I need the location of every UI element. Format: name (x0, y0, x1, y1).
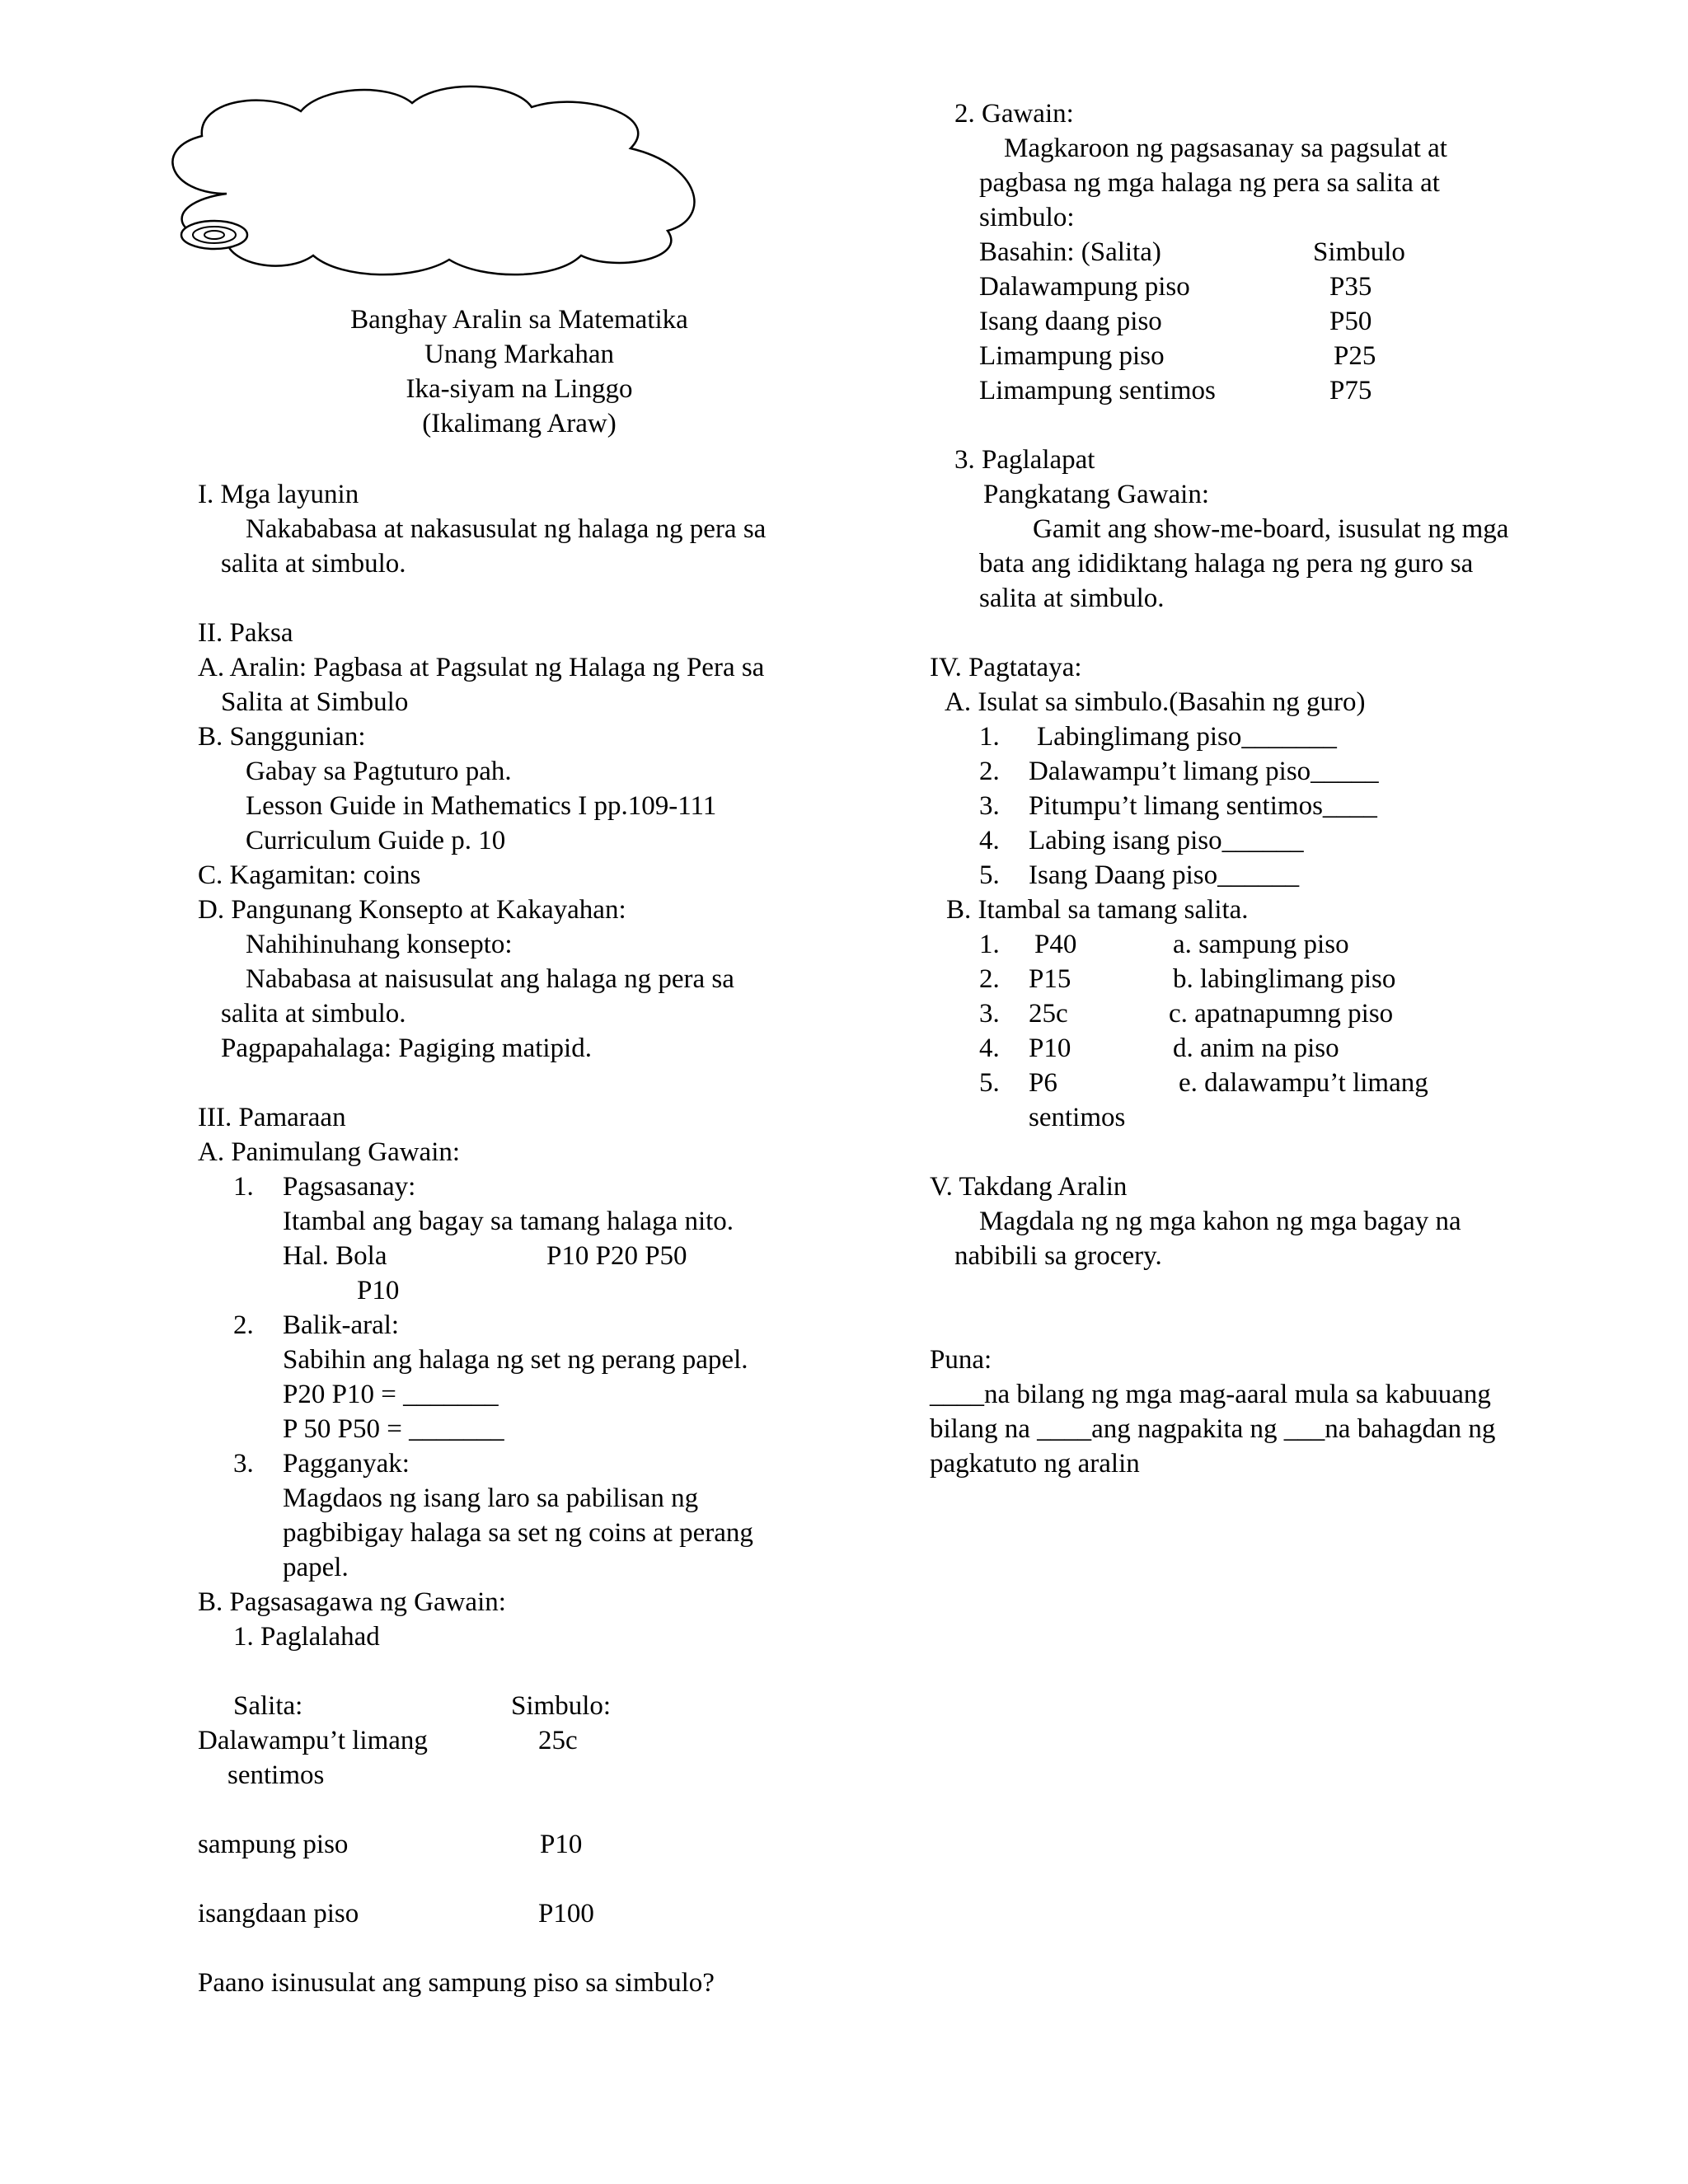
table-symbol: 25c (538, 1726, 578, 1755)
reference-item: Lesson Guide in Mathematics I pp.109-111 (246, 791, 717, 821)
evaluation-item: Pitumpu’t limang sentimos____ (1029, 791, 1377, 821)
matching-symbol: P6 (1029, 1068, 1057, 1098)
item-number: 2. (979, 757, 1000, 786)
evaluation-part-b: B. Itambal sa tamang salita. (946, 895, 1249, 925)
objectives-text: salita at simbulo. (221, 549, 406, 579)
remarks-text: pagkatuto ng aralin (930, 1449, 1140, 1479)
values-text: Pagpapahalaga: Pagiging matipid. (221, 1033, 592, 1063)
matching-word: e. dalawampu’t limang (1179, 1068, 1428, 1098)
motivation-text: Magdaos ng isang laro sa pabilisan ng (283, 1483, 699, 1513)
table-word: isangdaan piso (198, 1899, 359, 1929)
topic-references-label: B. Sanggunian: (198, 722, 366, 752)
section-evaluation-heading: IV. Pagtataya: (930, 653, 1082, 682)
motivation-text: pagbibigay halaga sa set ng coins at perang (283, 1518, 753, 1548)
topic-lesson: A. Aralin: Pagbasa at Pagsulat ng Halaga ng Pera sa (198, 653, 765, 682)
matching-symbol: P40 (1034, 930, 1077, 959)
presentation-label: 1. Paglalahad (233, 1622, 380, 1652)
matching-symbol: 25c (1029, 999, 1068, 1029)
motivation-label: Pagganyak: (283, 1449, 410, 1479)
activity-text: pagbasa ng mga halaga ng pera sa salita at (979, 168, 1440, 198)
drill-example-price: P10 (357, 1276, 400, 1305)
review-label: Balik-aral: (283, 1310, 400, 1340)
section-topic-heading: II. Paksa (198, 618, 293, 648)
activity-symbol: P35 (1329, 272, 1372, 302)
table-symbol: P100 (538, 1899, 594, 1929)
activity-word: Limampung sentimos (979, 376, 1216, 405)
matching-word: c. apatnapumng piso (1169, 999, 1394, 1029)
lesson-plan-title: Banghay Aralin sa Matematika (350, 305, 688, 335)
item-number: 4. (979, 826, 1000, 855)
section-procedure-heading: III. Pamaraan (198, 1103, 346, 1132)
assignment-text: nabibili sa grocery. (954, 1241, 1162, 1271)
activity-table-header-words: Basahin: (Salita) (979, 237, 1161, 267)
application-text: salita at simbulo. (979, 583, 1165, 613)
review-blank: P20 P10 = _______ (283, 1380, 499, 1409)
matching-word: b. labinglimang piso (1173, 964, 1396, 994)
evaluation-item: Labing isang piso______ (1029, 826, 1304, 855)
matching-symbol: P15 (1029, 964, 1071, 994)
activity-heading: 2. Gawain: (954, 99, 1074, 129)
topic-lesson: Salita at Simbulo (221, 687, 409, 717)
cloud-scroll-decoration (152, 78, 729, 284)
activity-symbol: P25 (1334, 341, 1376, 371)
item-number: 2. (233, 1310, 254, 1340)
activity-word: Isang daang piso (979, 307, 1162, 336)
week-label: Ika-siyam na Linggo (406, 374, 633, 404)
remarks-text: bilang na ____ang nagpakita ng ___na bahagdan ng (930, 1414, 1496, 1444)
evaluation-part-a: A. Isulat sa simbulo.(Basahin ng guro) (945, 687, 1366, 717)
presentation-question: Paano isinusulat ang sampung piso sa simbulo? (198, 1968, 715, 1998)
activity-word: Dalawampung piso (979, 272, 1190, 302)
remarks-heading: Puna: (930, 1345, 992, 1375)
item-number: 3. (979, 791, 1000, 821)
item-number: 3. (979, 999, 1000, 1029)
section-objectives-heading: I. Mga layunin (198, 480, 359, 509)
matching-word-continued: sentimos (1029, 1103, 1126, 1132)
item-number: 1. (233, 1172, 254, 1202)
item-number: 2. (979, 964, 1000, 994)
item-number: 3. (233, 1449, 254, 1479)
drill-text: Itambal ang bagay sa tamang halaga nito. (283, 1207, 734, 1236)
objectives-text: Nakababasa at nakasusulat ng halaga ng pera sa (246, 514, 767, 544)
procedure-activity-label: B. Pagsasagawa ng Gawain: (198, 1587, 506, 1617)
drill-example-prices: P10 P20 P50 (546, 1241, 687, 1271)
application-text: bata ang ididiktang halaga ng pera ng guro sa (979, 549, 1474, 579)
topic-materials: C. Kagamitan: coins (198, 860, 421, 890)
item-number: 1. (979, 722, 1000, 752)
activity-word: Limampung piso (979, 341, 1165, 371)
concept-text: Nahihinuhang konsepto: (246, 930, 513, 959)
table-symbol: P10 (540, 1830, 583, 1859)
remarks-text: ____na bilang ng mga mag-aaral mula sa kabuuang (930, 1380, 1491, 1409)
matching-word: a. sampung piso (1173, 930, 1349, 959)
matching-word: d. anim na piso (1173, 1033, 1339, 1063)
quarter-label: Unang Markahan (424, 340, 614, 369)
table-header-symbols: Simbulo: (511, 1691, 612, 1721)
concept-text: salita at simbulo. (221, 999, 406, 1029)
topic-concepts-label: D. Pangunang Konsepto at Kakayahan: (198, 895, 626, 925)
application-text: Gamit ang show-me-board, isusulat ng mga (1033, 514, 1509, 544)
item-number: 5. (979, 1068, 1000, 1098)
procedure-preliminary-label: A. Panimulang Gawain: (198, 1137, 461, 1167)
evaluation-item: Dalawampu’t limang piso_____ (1029, 757, 1379, 786)
table-word: sentimos (227, 1760, 325, 1790)
motivation-text: papel. (283, 1553, 349, 1582)
reference-item: Curriculum Guide p. 10 (246, 826, 506, 855)
concept-text: Nababasa at naisusulat ang halaga ng pera sa (246, 964, 734, 994)
application-heading: 3. Paglalapat (954, 445, 1095, 475)
table-word: Dalawampu’t limang (198, 1726, 428, 1755)
matching-symbol: P10 (1029, 1033, 1071, 1063)
activity-table-header-symbols: Simbulo (1313, 237, 1405, 267)
drill-example: Hal. Bola (283, 1241, 387, 1271)
activity-symbol: P75 (1329, 376, 1372, 405)
section-assignment-heading: V. Takdang Aralin (930, 1172, 1128, 1202)
drill-label: Pagsasanay: (283, 1172, 416, 1202)
review-blank: P 50 P50 = _______ (283, 1414, 504, 1444)
reference-item: Gabay sa Pagtuturo pah. (246, 757, 512, 786)
activity-text: Magkaroon ng pagsasanay sa pagsulat at (1004, 134, 1447, 163)
activity-symbol: P50 (1329, 307, 1372, 336)
item-number: 4. (979, 1033, 1000, 1063)
evaluation-item: Labinglimang piso_______ (1037, 722, 1337, 752)
activity-text: simbulo: (979, 203, 1075, 232)
table-header-words: Salita: (233, 1691, 303, 1721)
assignment-text: Magdala ng ng mga kahon ng mga bagay na (979, 1207, 1461, 1236)
application-text: Pangkatang Gawain: (983, 480, 1210, 509)
item-number: 1. (979, 930, 1000, 959)
item-number: 5. (979, 860, 1000, 890)
evaluation-item: Isang Daang piso______ (1029, 860, 1300, 890)
table-word: sampung piso (198, 1830, 349, 1859)
day-label: (Ikalimang Araw) (422, 409, 617, 438)
review-text: Sabihin ang halaga ng set ng perang papel. (283, 1345, 748, 1375)
